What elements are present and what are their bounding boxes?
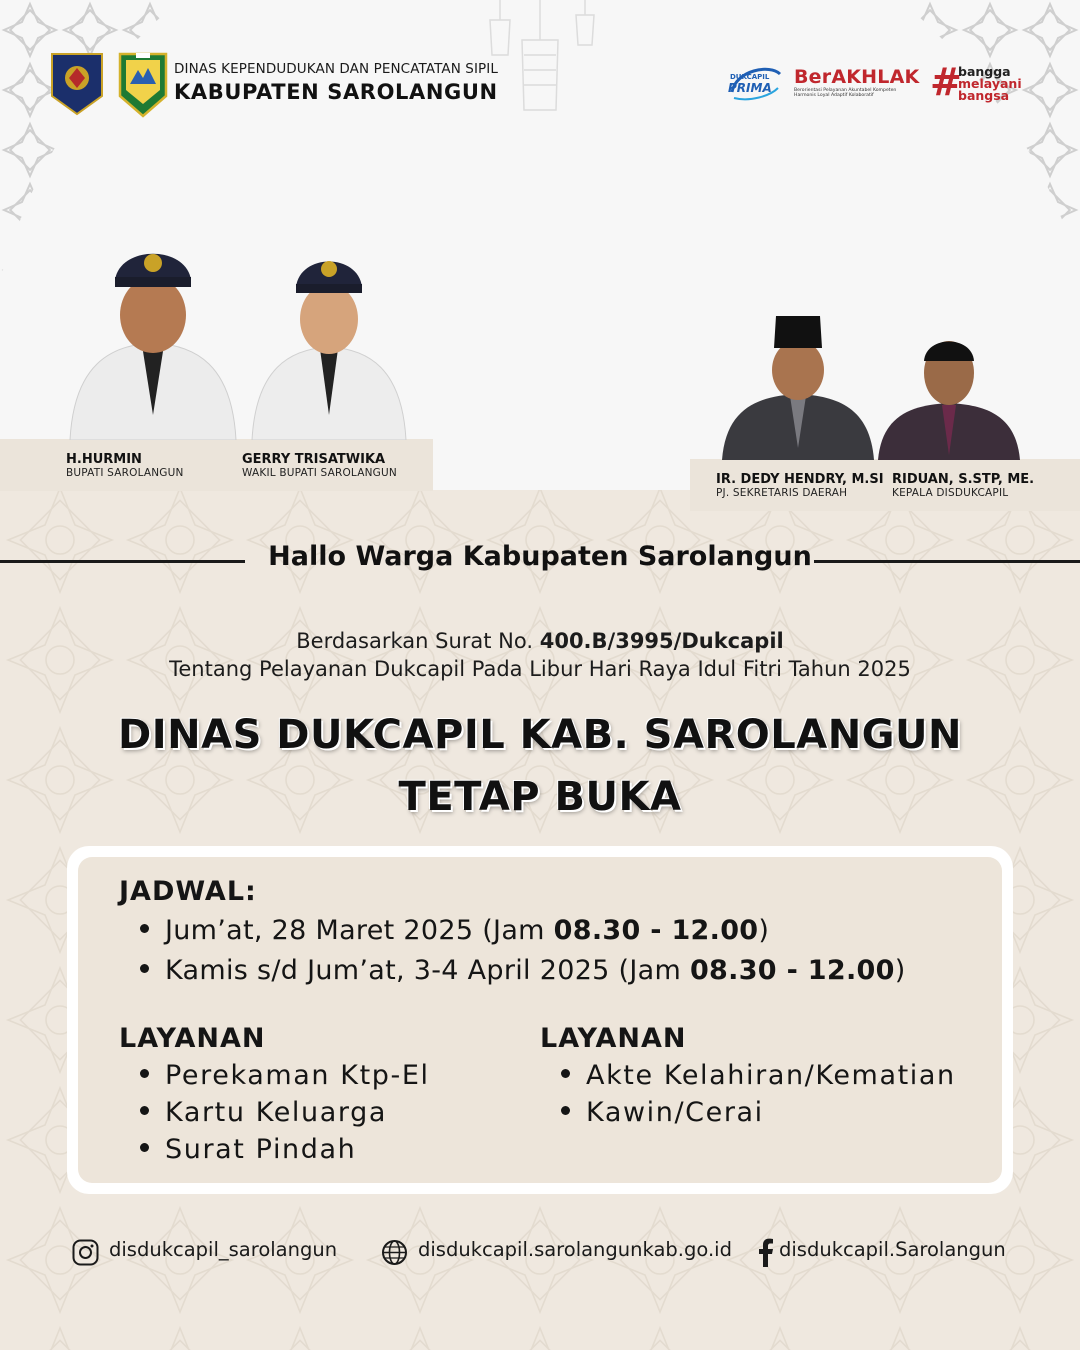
schedule-item-close: ) bbox=[894, 955, 906, 986]
official-role-bupati: BUPATI SAROLANGUN bbox=[66, 467, 184, 479]
schedule-item-time: 08.30 - 12.00 bbox=[689, 955, 895, 986]
bullet-icon bbox=[140, 924, 149, 933]
berakhlak-tagline-1: Berorientasi Pelayanan Akuntabel Kompeten bbox=[794, 88, 897, 93]
bullet-icon bbox=[140, 1069, 149, 1078]
service-item bbox=[140, 1097, 387, 1128]
schedule-item bbox=[140, 915, 769, 946]
service-item bbox=[140, 1060, 430, 1091]
headline-line-1: DINAS DUKCAPIL KAB. SAROLANGUN bbox=[118, 712, 962, 758]
letter-prefix: Berdasarkan Surat No. bbox=[296, 629, 540, 653]
service-item-text: Kawin/Cerai bbox=[586, 1097, 764, 1128]
berakhlak-logo bbox=[794, 66, 924, 108]
dukcapil-prima-logo bbox=[726, 62, 784, 104]
website-link[interactable]: disdukcapil.sarolangunkab.go.id bbox=[418, 1238, 732, 1261]
facebook-page[interactable]: disdukcapil.Sarolangun bbox=[779, 1238, 1006, 1261]
letter-subject: Tentang Pelayanan Dukcapil Pada Libur Hari Raya Idul Fitri Tahun 2025 bbox=[169, 657, 911, 681]
bullet-icon bbox=[561, 1069, 570, 1078]
schedule-item-time: 08.30 - 12.00 bbox=[553, 915, 759, 946]
greeting-text: Hallo Warga Kabupaten Sarolangun bbox=[268, 541, 812, 572]
schedule-item-close: ) bbox=[758, 915, 770, 946]
headline-line-2: TETAP BUKA bbox=[398, 774, 682, 820]
service-item-text: Surat Pindah bbox=[165, 1134, 357, 1165]
bupati-photo bbox=[60, 235, 246, 440]
service-item bbox=[561, 1060, 956, 1091]
service-item-text: Perekaman Ktp-El bbox=[165, 1060, 430, 1091]
service-item bbox=[561, 1097, 764, 1128]
services-right-title: LAYANAN bbox=[540, 1023, 687, 1054]
schedule-item-text: Jum’at, 28 Maret 2025 (Jam bbox=[165, 915, 554, 946]
letter-reference bbox=[0, 629, 1080, 653]
bangga-hash: # bbox=[930, 60, 962, 104]
sekda-photo bbox=[720, 308, 876, 460]
globe-icon[interactable] bbox=[381, 1239, 408, 1266]
berakhlak-tagline-2: Harmonis Loyal Adaptif Kolaboratif bbox=[794, 93, 874, 98]
schedule-item-text: Kamis s/d Jum’at, 3-4 April 2025 (Jam bbox=[165, 955, 690, 986]
letter-number: 400.B/3995/Dukcapil bbox=[539, 629, 784, 653]
facebook-icon[interactable] bbox=[758, 1238, 774, 1267]
bullet-icon bbox=[140, 1143, 149, 1152]
official-role-wakil-bupati: WAKIL BUPATI SAROLANGUN bbox=[242, 467, 397, 479]
official-name-wakil-bupati: GERRY TRISATWIKA bbox=[242, 452, 386, 467]
berakhlak-text: BerAKHLAK bbox=[794, 66, 920, 88]
official-name-kepala: RIDUAN, S.STP, ME. bbox=[892, 472, 1035, 487]
bangga-melayani-logo bbox=[930, 62, 1030, 108]
agency-name: DINAS KEPENDUDUKAN DAN PENCATATAN SIPIL bbox=[174, 61, 498, 77]
official-name-sekda: IR. DEDY HENDRY, M.SI bbox=[716, 472, 884, 487]
instagram-icon[interactable] bbox=[72, 1239, 99, 1266]
service-item-text: Kartu Keluarga bbox=[165, 1097, 387, 1128]
bangga-line3: bangsa bbox=[958, 88, 1010, 103]
instagram-handle[interactable]: disdukcapil_sarolangun bbox=[109, 1238, 338, 1261]
region-name: KABUPATEN SAROLANGUN bbox=[174, 80, 498, 104]
schedule-item bbox=[140, 955, 906, 986]
official-role-kepala: KEPALA DISDUKCAPIL bbox=[892, 487, 1009, 499]
bullet-icon bbox=[140, 964, 149, 973]
kemendagri-emblem-icon bbox=[50, 52, 104, 116]
official-role-sekda: PJ. SEKRETARIS DAERAH bbox=[716, 487, 848, 499]
sarolangun-emblem-icon bbox=[116, 50, 170, 118]
service-item-text: Akte Kelahiran/Kematian bbox=[586, 1060, 956, 1091]
schedule-title: JADWAL: bbox=[119, 876, 257, 907]
bullet-icon bbox=[561, 1106, 570, 1115]
wakil-bupati-photo bbox=[246, 243, 412, 440]
bullet-icon bbox=[140, 1106, 149, 1115]
dukcapil-prima-main: PRIMA bbox=[728, 81, 772, 95]
service-item bbox=[140, 1134, 356, 1165]
services-left-title: LAYANAN bbox=[119, 1023, 266, 1054]
kepala-disdukcapil-photo bbox=[876, 333, 1022, 460]
official-name-bupati: H.HURMIN bbox=[66, 452, 142, 467]
bangga-line1: bangga bbox=[958, 64, 1011, 79]
bangga-line2: melayani bbox=[958, 76, 1022, 91]
dukcapil-prima-top: DUKCAPIL bbox=[730, 73, 770, 81]
